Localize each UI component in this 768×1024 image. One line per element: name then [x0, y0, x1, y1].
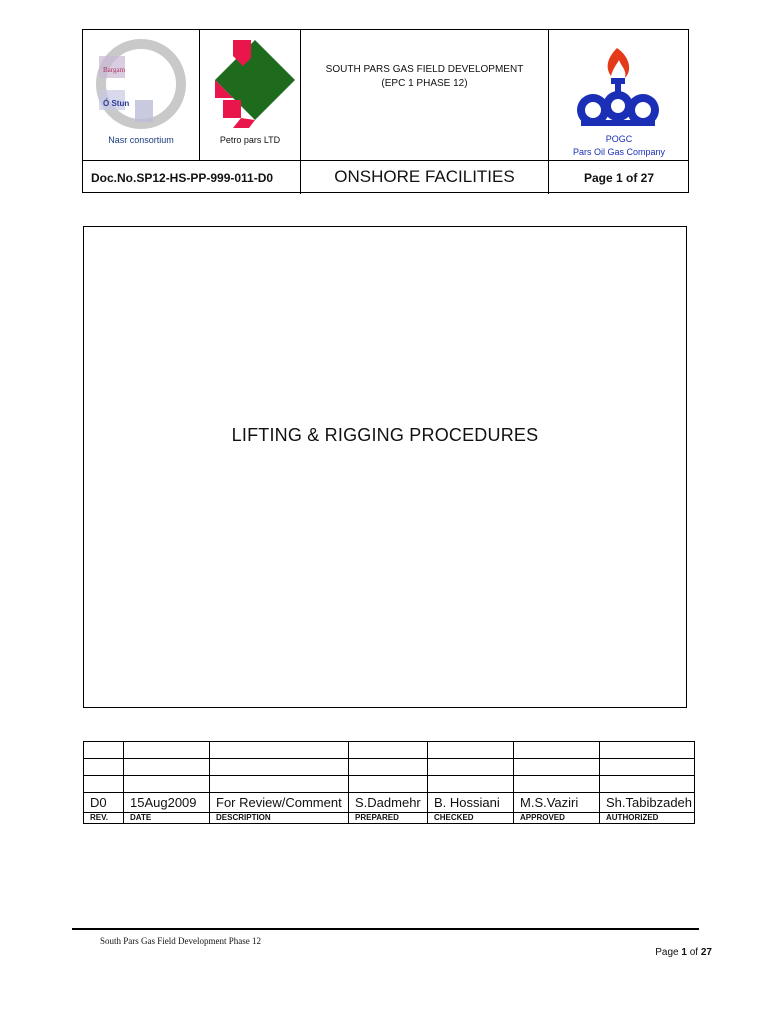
footer-page-current: 1	[681, 947, 687, 958]
pogc-caption-line1: POGC	[605, 134, 633, 144]
document-number: Doc.No.SP12-HS-PP-999-011-D0	[91, 171, 274, 185]
project-title	[301, 63, 548, 91]
revision-cell: Sh.Tabibzadeh	[600, 793, 695, 813]
header-page-number: Page 1 of 27	[583, 171, 655, 185]
nasr-consortium-caption: Nasr consortium	[108, 135, 174, 145]
revision-table	[83, 741, 695, 824]
revision-label: AUTHORIZED	[600, 813, 695, 824]
project-title-line1: SOUTH PARS GAS FIELD DEVELOPMENT	[325, 64, 524, 75]
svg-text:Bargam: Bargam	[103, 66, 126, 74]
revision-data-row	[84, 793, 695, 813]
header-divider	[548, 30, 549, 194]
revision-label: CHECKED	[428, 813, 514, 824]
revision-label: PREPARED	[349, 813, 428, 824]
footer-page-prefix: Page	[655, 947, 682, 958]
revision-cell: 15Aug2009	[124, 793, 210, 813]
pogc-caption	[549, 134, 689, 157]
revision-cell: B. Hossiani	[428, 793, 514, 813]
revision-cell: For Review/Comment	[210, 793, 349, 813]
header-divider	[83, 160, 688, 161]
revision-cell: S.Dadmehr	[349, 793, 428, 813]
document-header	[82, 29, 689, 193]
revision-empty-row	[84, 776, 695, 793]
revision-label-row	[84, 813, 695, 824]
svg-text:Ó Stun: Ó Stun	[103, 99, 130, 108]
footer-page-total: 27	[700, 947, 712, 958]
project-title-line2: (EPC 1 PHASE 12)	[381, 78, 468, 89]
revision-empty-row	[84, 742, 695, 759]
revision-label: APPROVED	[514, 813, 600, 824]
nasr-consortium-logo	[93, 38, 189, 130]
revision-label: DESCRIPTION	[210, 813, 349, 824]
petro-pars-caption: Petro pars LTD	[219, 135, 281, 145]
petro-pars-logo	[203, 36, 297, 128]
revision-label: REV.	[84, 813, 124, 824]
title-box	[83, 226, 687, 708]
revision-cell: M.S.Vaziri	[514, 793, 600, 813]
revision-label: DATE	[124, 813, 210, 824]
document-title: LIFTING & RIGGING PROCEDURES	[231, 425, 539, 445]
footer-rule	[72, 928, 699, 930]
pogc-caption-line2: Pars Oil Gas Company	[572, 147, 666, 157]
footer-page-of: of	[686, 947, 701, 958]
section-title: ONSHORE FACILITIES	[334, 167, 515, 186]
revision-empty-row	[84, 759, 695, 776]
pogc-logo	[571, 44, 667, 134]
footer-text: South Pars Gas Field Development Phase 12	[100, 936, 261, 946]
footer-page-number	[650, 947, 712, 958]
revision-cell: D0	[84, 793, 124, 813]
